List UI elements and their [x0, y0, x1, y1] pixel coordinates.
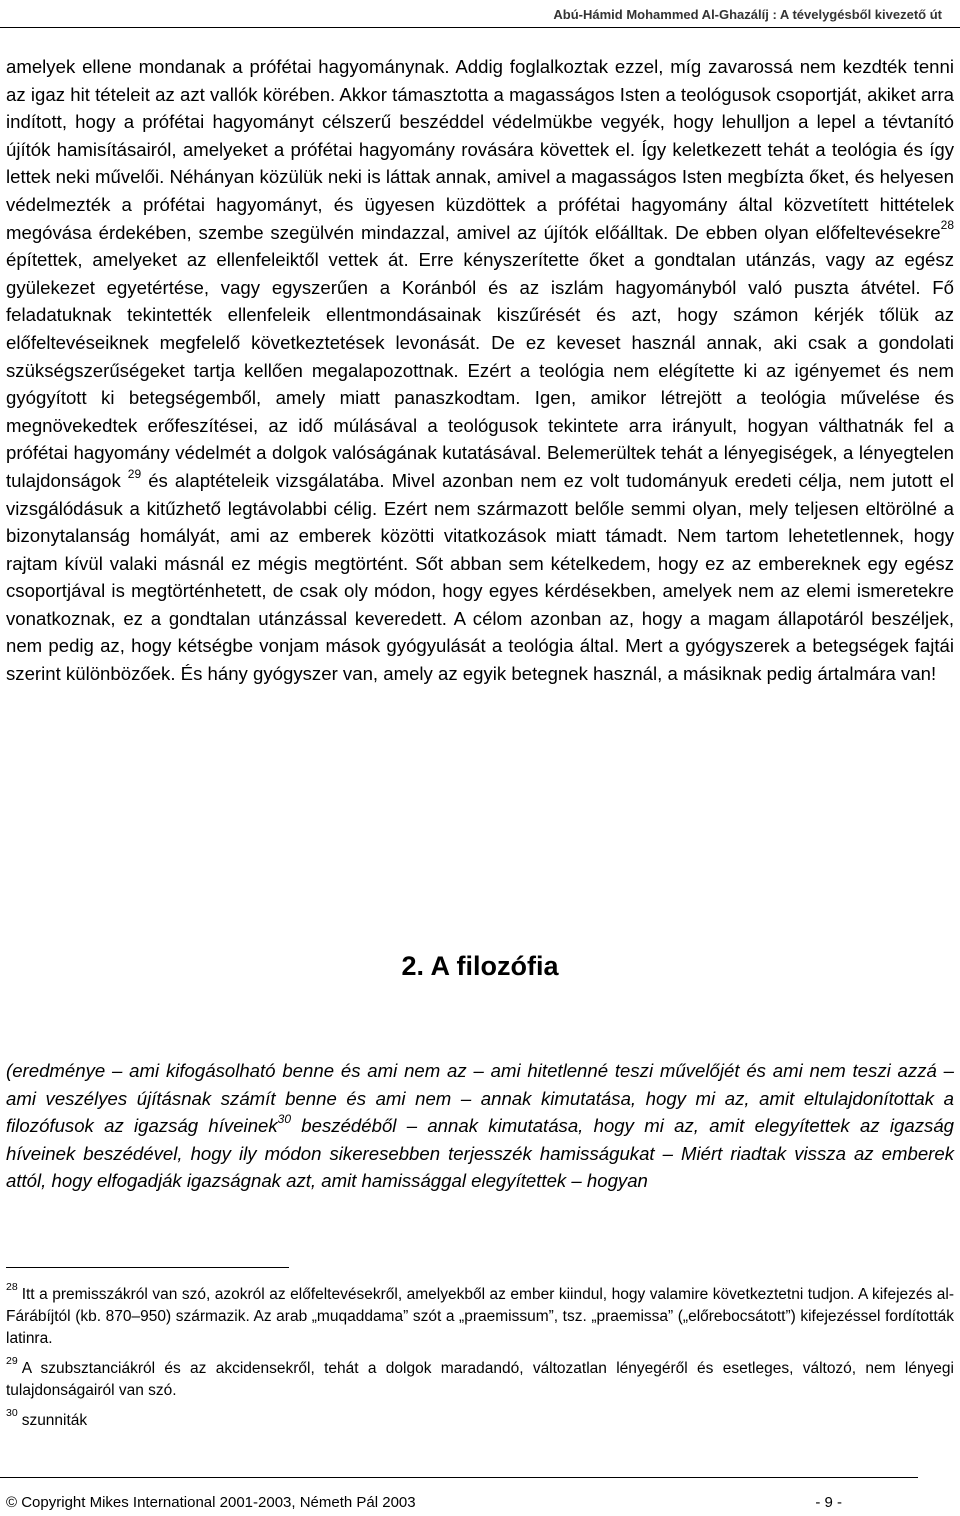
footnote-ref-29[interactable]: 29 [127, 466, 142, 481]
footnote-ref-28[interactable]: 28 [940, 218, 954, 233]
body-paragraph [6, 53, 954, 688]
footer-rule [0, 1477, 918, 1478]
page-number: - 9 - [815, 1494, 842, 1511]
copyright-notice: © Copyright Mikes International 2001-2003, Németh Pál 2003 [6, 1494, 416, 1511]
body-text-segment: és alaptételeik vizsgálatába. Mivel azonban nem ez volt tudományuk eredeti célja, nem jutott el vizsgálódásuk a kitűzhető legtávolabbi célig. Ezért nem származott belőle semmi olyan, mely teljesen eltörölné a bizonytalanság homályát, ami az emberek közötti vitatkozások miatt támadt. Nem tartom lehetetlennek, hogy rajtam kívül valaki másnál ez mégis megtörtént. Sőt abban sem kételkedem, hogy ez az embereknek egy egész csoportjával is megtörténhetett, de csak oly módon, hogy egyes kérdésekben, amelyek nem az elemi ismeretekre vonatkoznak, ez a gondtalan utánzással keveredett. A célom azonban az, hogy a magam állapotáról beszéljek, nem pedig az, hogy kétségbe vonjam mások gyógyulását a teológia által. Mert a gyógyszerek a betegségek fajtái szerint különbözőek. És hány gyógyszer van, amely az egyik betegnek használ, a másiknak pedig ártalmára van! [6, 469, 954, 685]
footnote-separator [6, 1267, 289, 1268]
summary-text-segment: beszédéből – annak kimutatása, hogy mi az, amit elegyítettek az igazság híveinek beszédével, hogy ily módon sikeresebben terjesszék hamisságukat – Miért riadtak vissza az emberek attól, hogy elfogadják igazságnak azt, amit hamissággal elegyítettek – hogyan [6, 1115, 954, 1192]
footnote-text: szunniták [21, 1412, 88, 1429]
footnote-number: 30 [6, 1406, 18, 1419]
footnote-text: Itt a premisszákról van szó, azokról az előfeltevésekről, amelyekből az ember kiindul, hogy valamire következtetni tudjon. A kifejezés al-Fárábíjtól (kb. 870–950) származik. Az arab „muqaddama” szót a „praemissum”, tsz. „praemissa” („előrebocsátott”) kifejezéssel fordították latinra. [6, 1286, 954, 1347]
chapter-summary [6, 1057, 954, 1195]
footnote-29 [6, 1354, 954, 1402]
footnote-number: 29 [6, 1354, 18, 1367]
summary-text-segment: (eredménye – ami kifogásolható benne és ami nem az – ami hitetlenné teszi művelőjét és ami nem teszi azzá – ami veszélyes újításnak számít benne és ami nem – annak kimutatása, hogy mi az, amit eltulajdonítottak a filozófusok az igazság híveinek [6, 1060, 954, 1137]
footnote-number: 28 [6, 1280, 18, 1293]
body-text-segment: építettek, amelyeket az ellenfeleiktől vettek át. Erre kényszerítette őket a gondtalan utánzás, vagy az egész gyülekezet egyetértése, vagy egyszerűen a Koránból és az iszlám hagyományból való puszta átvétel. Fő feladatuknak tekintették ellenfeleik ellentmondásainak kiszűrését és azt, hogy számon kérjék tőlük az előfeltevéseiknek megfelelő következtetések levonását. De ez keveset használ annak, aki csak a gondolati szükségszerűségeket tartja kellően megalapozottnak. Ezért a teológia nem elégítette ki az igényemet és nem gyógyított ki betegségemből, amely miatt panaszkodtam. Igen, amikor létrejött a teológia művelése és megnövekedtek erőfeszítései, az idő múlásával a teológusok tekintete arra irányult, hogyan válthatnák fel a prófétai hagyomány védelmét a dolgok valóságának kutatásával. Belemerültek tehát a lényegiségek, a lényegtelen tulajdonságok [6, 249, 954, 491]
body-text-segment: amelyek ellene mondanak a prófétai hagyománynak. Addig foglalkoztak ezzel, míg zavarossá nem kezdték tenni az igaz hit tételeit az azt vallók körében. Akkor támasztotta a magasságos Isten a teológusok csoportját, akiket arra indított, hogy a prófétai hagyományt célszerű beszéddel védelmükbe vegyék, hogy lehulljon a lepel a tévtanító újítók hamisításairól, amelyeket a prófétai hagyomány rovására követtek el. Így keletkezett tehát a teológia és így lettek neki művelői. Néhányan közülük neki is láttak annak, amivel a magasságos Isten megbízta őket, és helyesen védelmezték a prófétai hagyományt, és ügyesen küzdöttek a prófétai hagyomány által közvetített hittételek megóvása érdekében, szembe szegülvén mindazzal, amivel az újítók előálltak. De ebben olyan előfeltevésekre [6, 56, 954, 243]
footnote-28 [6, 1280, 954, 1350]
footnote-text: A szubsztanciákról és az akcidensekről, tehát a dolgok maradandó, változatlan lényegéről és esetleges, változó, nem lényegi tulajdonságairól van szó. [6, 1360, 954, 1399]
running-header: Abú-Hámid Mohammed Al-Ghazálíj : A tévelygésből kivezető út [553, 7, 942, 22]
footnote-30 [6, 1406, 954, 1432]
header-rule [0, 27, 960, 28]
footnote-ref-30[interactable]: 30 [277, 1112, 292, 1126]
chapter-heading: 2. A filozófia [401, 951, 559, 981]
body-paragraph-text [6, 53, 954, 688]
footnotes [6, 1280, 954, 1440]
